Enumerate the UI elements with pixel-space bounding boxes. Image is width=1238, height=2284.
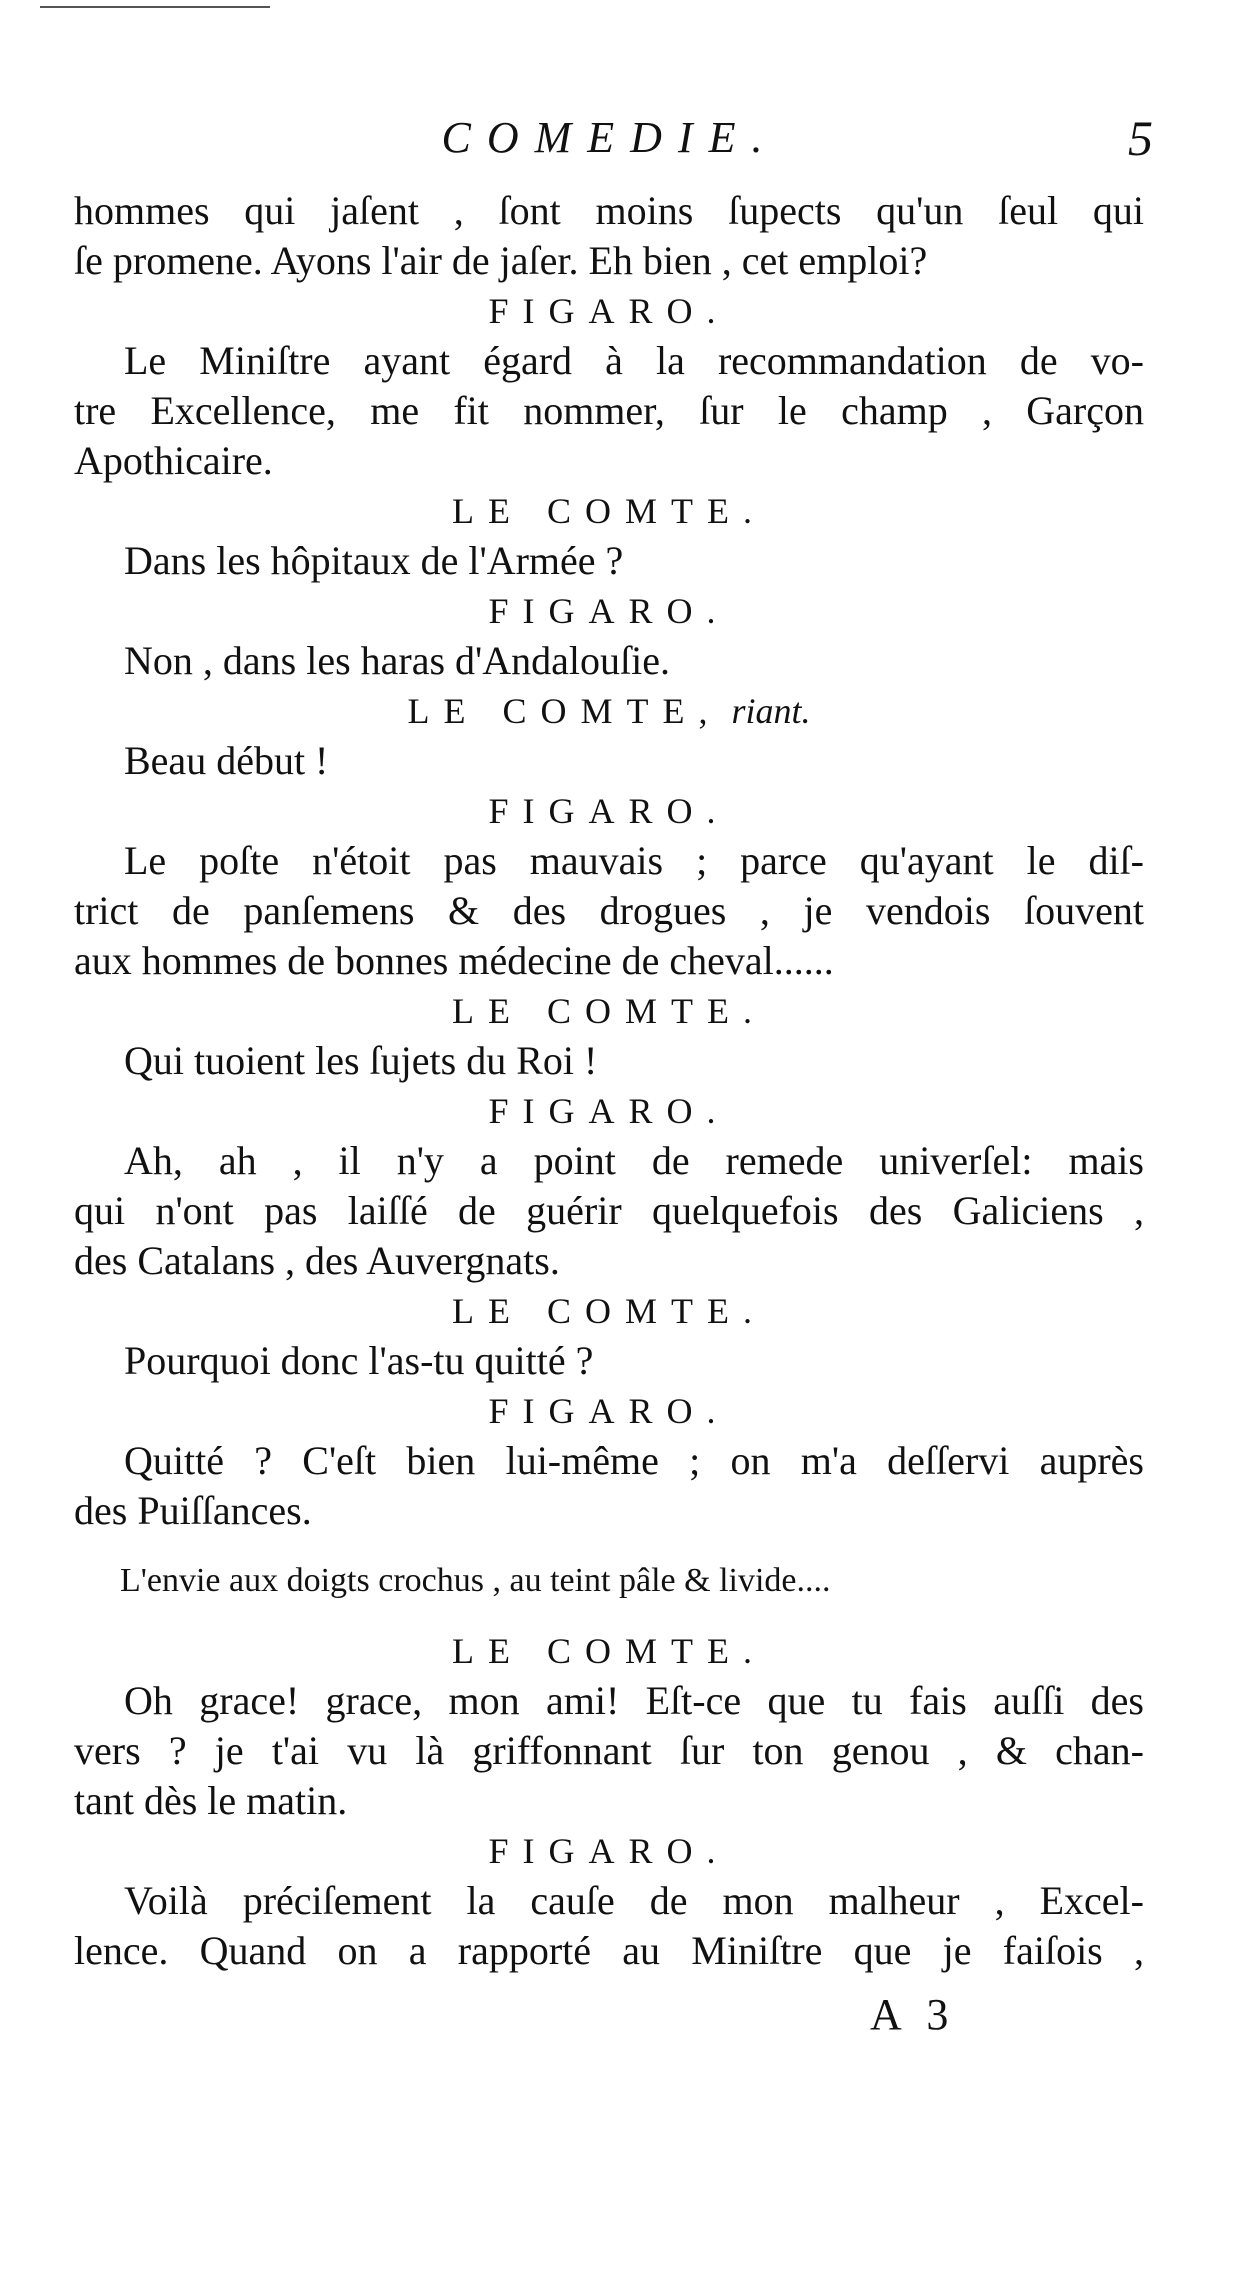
page-header	[0, 108, 1238, 168]
text-line: des Puiſſances.	[74, 1488, 312, 1533]
text-line: Apothicaire.	[74, 438, 273, 483]
speaker-heading	[74, 486, 1144, 536]
speaker-name: FIGARO.	[488, 791, 730, 831]
text-line: des Catalans , des Auvergnats.	[74, 1238, 560, 1283]
signature-mark: A 3	[870, 1990, 957, 2039]
text-line: Le poſte n'étoit pas mauvais ; parce qu'ayant le diſ-	[124, 838, 1144, 883]
text-line: Le Miniſtre ayant égard à la recommandation de vo-	[124, 338, 1144, 383]
text-line: tre Excellence, me fit nommer, ſur le champ , Garçon	[74, 388, 1144, 433]
spacer	[74, 1606, 1144, 1626]
speaker-heading	[74, 986, 1144, 1036]
speaker-heading	[74, 1386, 1144, 1436]
speaker-name: LE COMTE.	[452, 1631, 766, 1671]
speaker-heading	[74, 1826, 1144, 1876]
text-line: Beau début !	[124, 738, 329, 783]
text-line: lence. Quand on a rapporté au Miniſtre que je faiſois ,	[74, 1928, 1144, 1973]
speaker-heading	[74, 586, 1144, 636]
text-line: Ah, ah , il n'y a point de remede univerſel: mais	[124, 1138, 1144, 1183]
top-rule	[40, 6, 270, 8]
speaker-name: FIGARO.	[488, 1091, 730, 1131]
speaker-name: LE COMTE.	[452, 991, 766, 1031]
text-line: ſe promene. Ayons l'air de jaſer. Eh bien , cet emploi?	[74, 238, 928, 283]
verse-quotation: L'envie aux doigts crochus , au teint pâle & livide....	[120, 1562, 831, 1599]
running-title: COMEDIE.	[441, 113, 779, 162]
text-line: Oh grace! grace, mon ami! Eſt-ce que tu fais auſſi des	[124, 1678, 1144, 1723]
text-line: trict de panſemens & des drogues , je vendois ſouvent	[74, 888, 1144, 933]
speaker-name: FIGARO.	[488, 591, 730, 631]
speaker-heading	[74, 286, 1144, 336]
text-line: Non , dans les haras d'Andalouſie.	[124, 638, 670, 683]
speaker-name: LE COMTE.	[452, 491, 766, 531]
spacer	[74, 1536, 1144, 1556]
page-number: 5	[1128, 110, 1153, 166]
text-line: Quitté ? C'eſt bien lui-même ; on m'a deſſervi auprès	[124, 1438, 1144, 1483]
speaker-heading	[74, 1286, 1144, 1336]
text-line: Dans les hôpitaux de l'Armée ?	[124, 538, 624, 583]
text-line: Pourquoi donc l'as-tu quitté ?	[124, 1338, 594, 1383]
text-line: aux hommes de bonnes médecine de cheval......	[74, 938, 834, 983]
body-text	[74, 186, 1144, 1976]
speaker-heading	[74, 1086, 1144, 1136]
text-line: tant dès le matin.	[74, 1778, 348, 1823]
speaker-heading	[74, 686, 1144, 736]
text-line: vers ? je t'ai vu là griffonnant ſur ton genou , & chan-	[74, 1728, 1144, 1773]
text-line: Voilà préciſement la cauſe de mon malheur , Excel-	[124, 1878, 1144, 1923]
speaker-name: LE COMTE.	[452, 1291, 766, 1331]
speaker-name: FIGARO.	[488, 1831, 730, 1871]
text-line: Qui tuoient les ſujets du Roi !	[124, 1038, 598, 1083]
speaker-name: LE COMTE,	[407, 691, 722, 731]
text-line: qui n'ont pas laiſſé de guérir quelquefois des Galiciens ,	[74, 1188, 1144, 1233]
speaker-name: FIGARO.	[488, 291, 730, 331]
speaker-name: FIGARO.	[488, 1391, 730, 1431]
speaker-heading	[74, 786, 1144, 836]
stage-direction: riant.	[731, 691, 811, 731]
speaker-heading	[74, 1626, 1144, 1676]
text-line: hommes qui jaſent , ſont moins ſupects qu'un ſeul qui	[74, 188, 1144, 233]
